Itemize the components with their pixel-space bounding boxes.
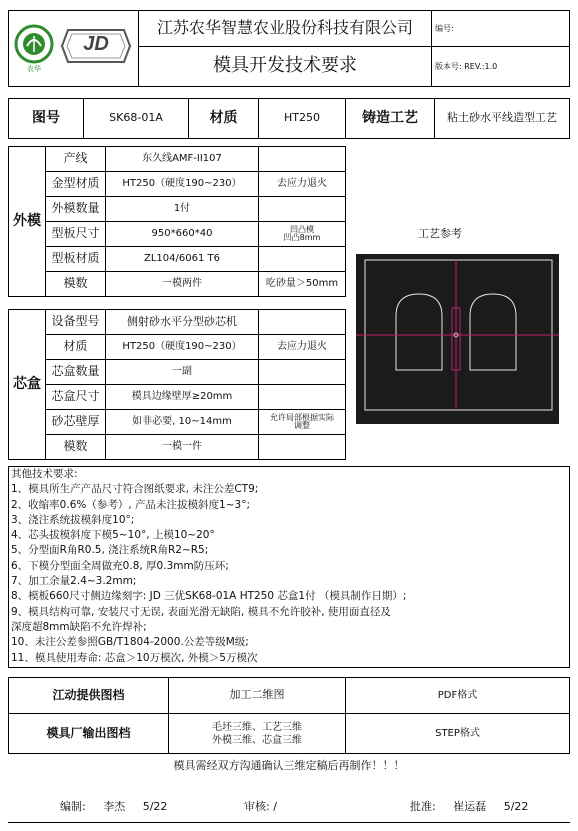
drawing-no-value: SK68-01A [109,111,163,125]
process-reference-title: 工艺参考 [418,226,462,240]
core-box-row-label: 设备型号 [51,314,100,329]
outer-mold-row-value: ZL104/6061 T6 [144,253,220,265]
outer-mold-row-value: HT250（硬度190~230） [122,178,242,190]
output-files-label: 模具厂输出图档 [46,725,131,740]
core-box-row-note: 允许局部根据实际 调整 [270,412,334,430]
core-box-row-note [259,435,345,459]
company-name: 江苏农华智慧农业股份科技有限公司 [156,18,413,38]
outer-mold-row-note [259,197,345,221]
outer-mold-row-value: 950*660*40 [151,228,213,240]
outer-mold-section-label: 外模 [13,213,41,230]
requirement-item: 11、模具使用寿命: 芯盒＞10万模次, 外模＞5万模次 [11,651,258,664]
requirement-item: 2、收缩率0.6%（参考）, 产品未注拔模斜度1~3°; [11,498,250,511]
approve-date: 5/22 [503,800,529,813]
company-logo-text: 农华 [27,65,41,73]
prepared-by-name: 李杰 [103,800,126,813]
output-files-value: 毛坯三维、工艺三维 外模三维、芯盒三维 [212,721,302,746]
requirement-item: 9、模具结构可靠, 安装尺寸无误, 表面光滑无缺陷, 模具不允许胶补, 使用面直径及 [11,605,391,618]
jd-logo-text: JD [83,33,109,55]
outer-mold-row-label: 模数 [63,276,88,291]
core-box-row-note [259,385,345,409]
technical-requirements [11,467,567,665]
outer-mold-row-note: 吃砂量＞50mm [265,278,339,290]
casting-process-value: 粘土砂水平线造型工艺 [447,111,557,125]
core-box-row-label: 芯盒尺寸 [51,389,100,404]
drawing-no-label: 图号 [32,110,60,127]
prepared-date: 5/22 [142,800,168,813]
core-box-section-label: 芯盒 [13,376,41,393]
outer-mold-row-value: 一模两件 [162,278,202,290]
provided-files-label: 江动提供图档 [52,687,125,702]
approved-by-field [410,798,560,814]
material-label: 材质 [209,110,238,127]
outer-mold-row-note: 去应力退火 [277,178,327,190]
outer-mold-row-label: 外模数量 [51,201,100,216]
requirement-item: 6、下模分型面全周做充0.8, 厚0.3mm防压环; [11,559,229,572]
core-box-row-label: 材质 [63,339,88,354]
outer-mold-row-label: 型板尺寸 [51,226,100,241]
outer-mold-row-label: 金型材质 [51,176,100,191]
core-box-row-value: 模具边缘壁厚≥20mm [131,391,233,403]
requirement-item: 1、模具所生产产品尺寸符合图纸要求, 未注公差CT9; [11,483,259,496]
outer-mold-row-note [259,247,345,271]
outer-mold-row-note [259,147,345,171]
core-box-row-note [259,360,345,384]
page-title: 模具开发技术要求 [213,55,357,77]
version-label: 版本号: REV.:1.0 [435,61,498,71]
requirement-item: 5、分型面R角R0.5, 浇注系统R角R2~R5; [11,544,209,557]
core-box-row-label: 砂芯壁厚 [51,414,100,429]
confirmation-notice: 模具需经双方沟通确认三维定稿后再制作！！！ [173,758,405,772]
prepared-by-field [60,798,220,814]
core-box-row-note: 去应力退火 [277,341,327,353]
core-box-row-value: HT250（硬度190~230） [122,341,242,353]
requirement-item: 深度超8mm缺陷不允许焊补; [11,620,147,633]
requirement-item: 7、加工余量2.4~3.2mm; [11,575,137,588]
review-field: 审核: / [244,800,277,813]
outer-mold-row-label: 产线 [63,151,88,166]
requirement-item: 8、模板660尺寸侧边缘刻字: JD 三优SK68-01A HT250 芯盒1付 （模具制作日期）; [11,590,407,603]
jd-logo [60,26,132,66]
approved-by-name: 崔运磊 [453,800,487,813]
approved-by-label: 批准: [410,800,436,813]
provided-files-format: PDF格式 [437,689,478,701]
core-box-row-value: 侧射砂水平分型砂芯机 [127,314,237,328]
requirement-item: 4、芯头拔模斜度下模5~10°, 上模10~20° [11,529,215,542]
core-box-row-label: 芯盒数量 [51,364,100,379]
core-box-row-value: 如非必要, 10~14mm [132,416,232,428]
outer-mold-row-value: 东久线AMF-II107 [142,153,222,165]
process-reference-drawing [356,254,559,424]
requirement-item: 3、浇注系统拔模斜度10°; [11,513,135,526]
provided-files-value: 加工二维图 [229,688,285,702]
document-code-label: 编号: [435,23,454,33]
outer-mold-row-label: 型板材质 [51,251,100,266]
core-box-row-value: 一模一件 [162,441,202,453]
requirements-heading: 其他技术要求: [11,468,78,480]
company-logo [14,18,54,80]
requirement-item: 10、未注公差参照GB/T1804-2000.公差等级M级; [11,636,249,649]
material-value: HT250 [284,111,320,125]
core-box-row-note [259,310,345,334]
output-files-format: STEP格式 [435,727,480,739]
outer-mold-row-note: 凹凸模 凹凸8mm [283,224,321,242]
core-box-row-value: 一副 [172,366,192,378]
outer-mold-row-value: 1付 [173,203,191,215]
core-box-row-label: 模数 [63,439,88,454]
casting-process-label: 铸造工艺 [362,110,418,127]
prepared-by-label: 编制: [60,800,86,813]
